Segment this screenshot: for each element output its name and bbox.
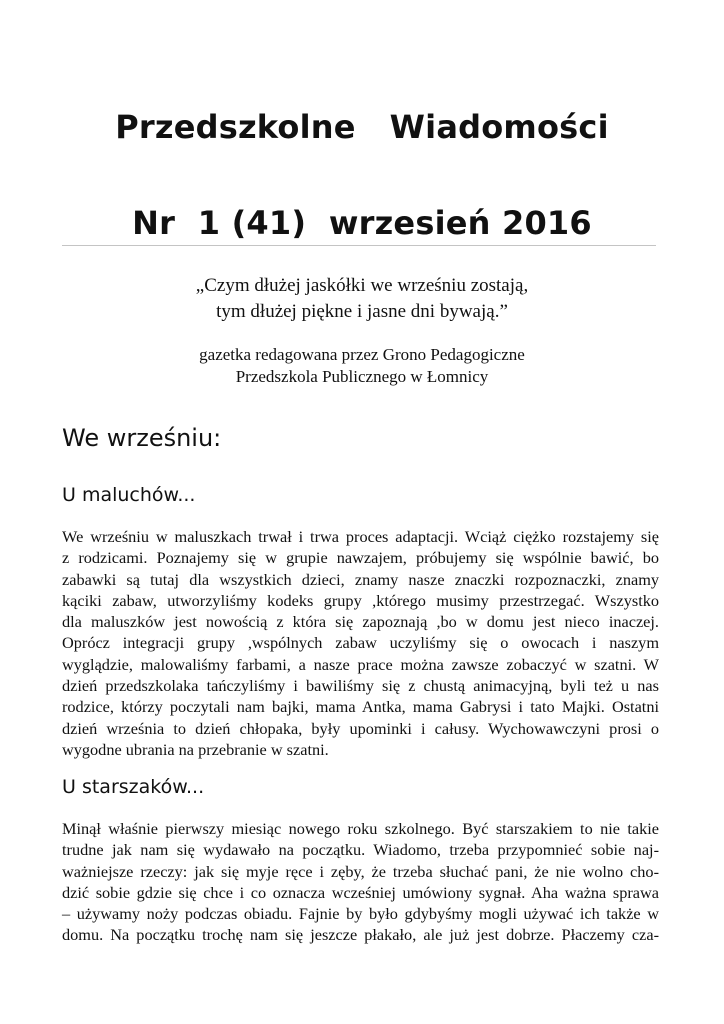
paragraph-line: We wrześniu w maluszkach trwał i trwa proces adaptacji. Wciąż ciężko rozstajemy się	[62, 527, 659, 546]
motto-line: tym dłużej piękne i jasne dni bywają.”	[216, 301, 508, 322]
paragraph-line: ważniejsze rzeczy: jak się myje ręce i zęby, że trzeba słuchać pani, że nie wolno cho-	[62, 861, 659, 881]
paragraph-line: wyglądzie, malowaliśmy farbami, a nasze prace można zawsze zobaczyć w szatni. W	[62, 654, 659, 674]
editorial-note	[0, 344, 724, 388]
starszaki-paragraph	[62, 818, 659, 946]
paragraph-line: domu. Na początku trochę nam się jeszcze płakało, ale już jest dobrze. Płaczemy cza-	[62, 925, 659, 945]
paragraph-line: kąciki zabaw, utworzyliśmy kodeks grupy ,którego musimy przestrzegać. Wszystko	[62, 590, 659, 610]
paragraph-line: dzić sobie gdzie się chce i co oznacza wcześniej umówiony sygnał. Aha ważna sprawa	[62, 882, 659, 902]
editorial-line: Przedszkola Publicznego w Łomnicy	[235, 367, 489, 386]
maluchy-paragraph	[62, 526, 659, 760]
issue-number: Nr 1 (41) wrzesień 2016	[132, 204, 592, 242]
paragraph-line: Oprócz integracji grupy ,wspólnych zabaw uczyliśmy się o owocach i naszym	[62, 633, 659, 653]
motto-line: „Czym dłużej jaskółki we wrześniu zostają,	[195, 275, 529, 296]
newsletter-title: Przedszkolne Wiadomości	[115, 108, 609, 146]
paragraph-line: – używamy noży podczas obiadu. Fajnie by było gdybyśmy mogli używać ich także w	[62, 904, 659, 924]
section-heading: We wrześniu:	[62, 424, 222, 452]
paragraph-line: Minął właśnie pierwszy miesiąc nowego roku szkolnego. Być starszakiem to nie takie	[62, 819, 659, 838]
paragraph-line: wygodne ubrania na przebranie w szatni.	[62, 739, 329, 759]
motto-quote	[0, 273, 724, 325]
paragraph-line: trudne jak nam się wydawało na początku. Wiadomo, trzeba przypomnieć sobie naj-	[62, 840, 659, 860]
paragraph-line: dzień przedszkolaka tańczyliśmy i bawiliśmy się z chustą animacyjną, byli też u nas	[62, 676, 659, 696]
paragraph-line: dzień września to dzień chłopaka, były upominki i całusy. Wychowawczyni prosi o	[62, 718, 659, 738]
starszaki-heading: U starszaków...	[62, 776, 205, 798]
paragraph-line: rodzice, którzy poczytali nam bajki, mama Antka, mama Gabrysi i tato Majki. Ostatni	[62, 697, 659, 717]
paragraph-line: dla maluszków jest nowością z która się zapoznają ,bo w domu jest nieco inaczej.	[62, 612, 659, 632]
paragraph-line: zabawki są tutaj dla wszystkich dzieci, znamy nasze znaczki rozpoznaczki, znamy	[62, 569, 659, 589]
maluchy-heading: U maluchów...	[62, 484, 196, 506]
paragraph-line: z rodzicami. Poznajemy się w grupie nawzajem, próbujemy się wspólnie bawić, bo	[62, 548, 659, 568]
editorial-line: gazetka redagowana przez Grono Pedagogiczne	[199, 345, 525, 364]
header-divider	[62, 245, 656, 246]
